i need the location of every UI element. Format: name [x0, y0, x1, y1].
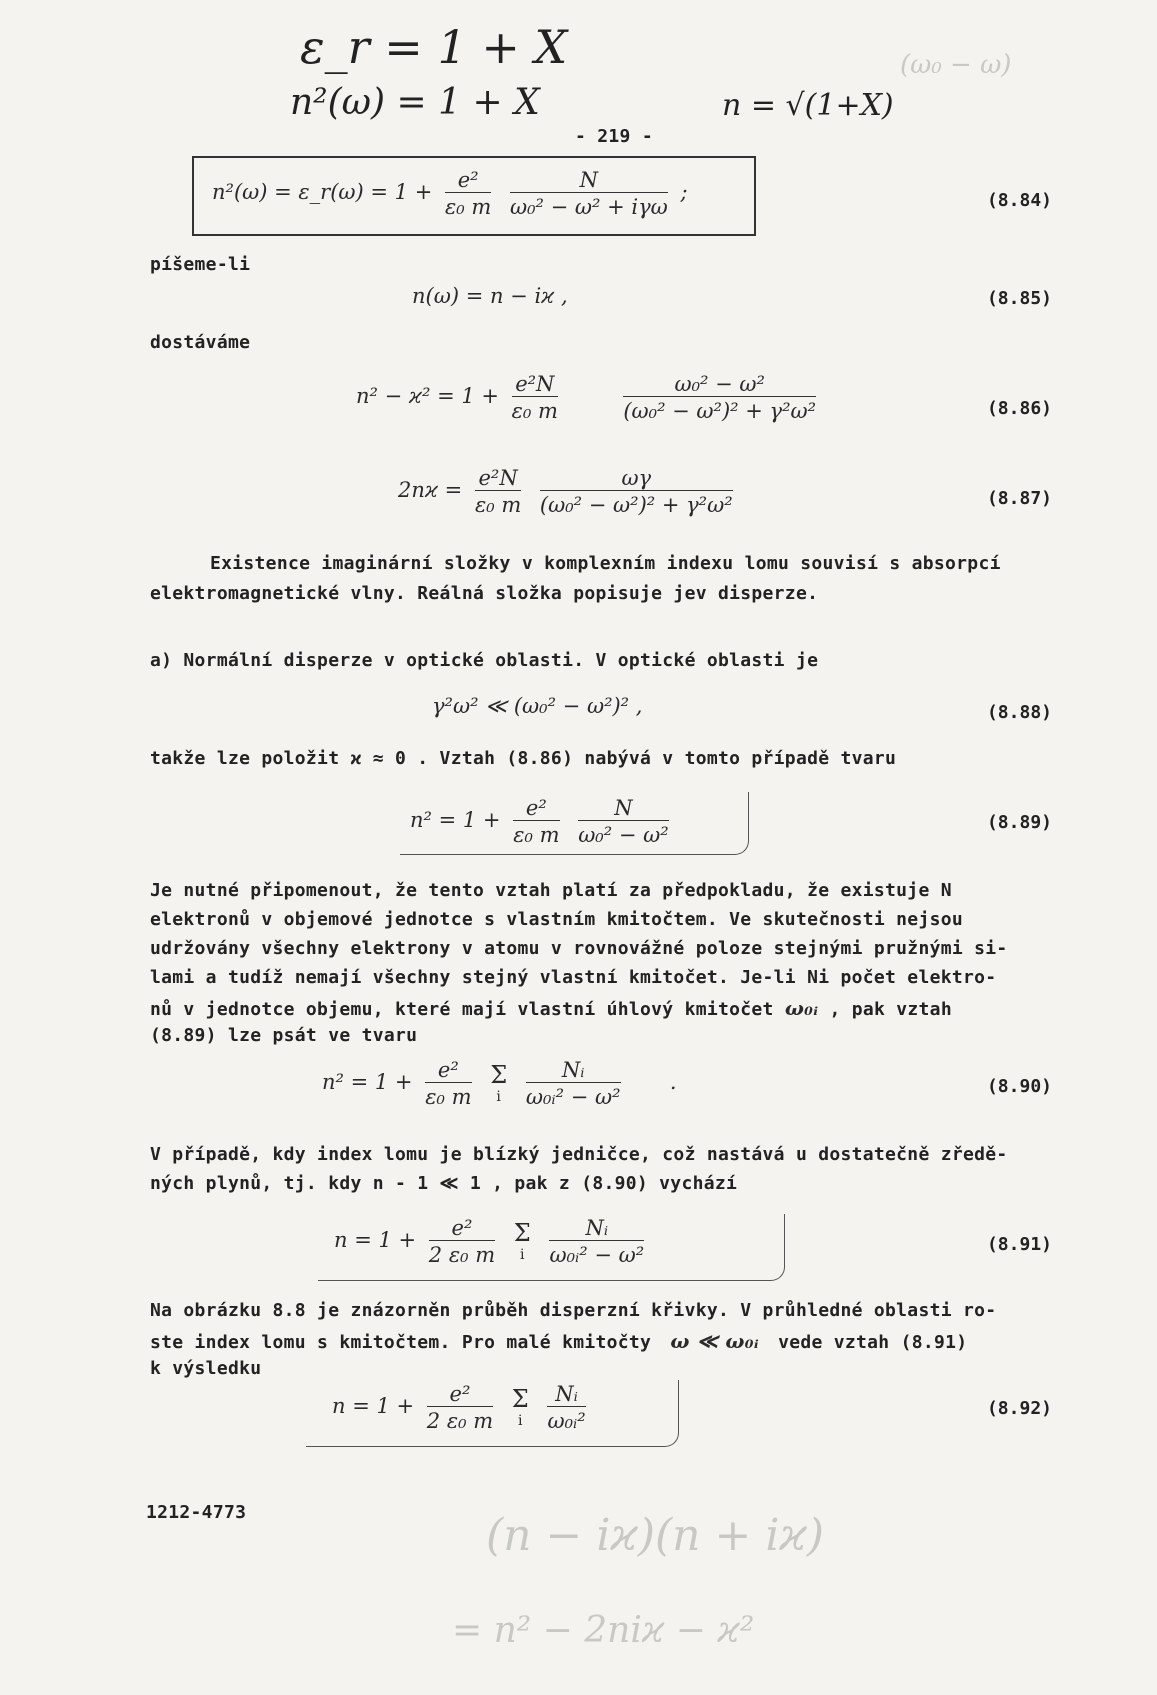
equation-8-88: γ²ω² ≪ (ω₀² − ω²)² , — [432, 694, 643, 718]
paragraph-je-nutne-line-4: lami a tudíž nemají všechny stejný vlastní kmitočet. Je-li Ni počet elektro- — [150, 967, 997, 988]
paragraph-v-pripade-line-2: ných plynů, tj. kdy n - 1 ≪ 1 , pak z (8.90) vychází — [150, 1173, 738, 1194]
paragraph-na-obrazku-line-2: ste index lomu s kmitočtem. Pro malé kmitočty ω ≪ ω₀ᵢ vede vztah (8.91) — [150, 1329, 968, 1353]
equation-number-8-87: (8.87) — [986, 488, 1052, 509]
paragraph-je-nutne-line-5: nů v jednotce objemu, které mají vlastní úhlový kmitočet ω₀ᵢ , pak vztah — [150, 996, 952, 1020]
equation-8-92: n = 1 + $\frac{\text{e²}}{\text{2 ε₀ m}}$ Σ i $\frac{\text{Nᵢ}}{\text{ω₀ᵢ²}}$ — [332, 1382, 586, 1434]
document-code: 1212-4773 — [146, 1502, 247, 1523]
page-number: - 219 - — [575, 126, 653, 147]
equation-8-89: n² = 1 + $\frac{\text{e²}}{\text{ε₀ m}}$ $\frac{N}{\text{ω₀² − ω²}}$ — [410, 796, 669, 848]
handwritten-note-line1: ε_r = 1 + X — [300, 20, 568, 74]
equation-number-8-84: (8.84) — [986, 190, 1052, 211]
equation-number-8-92: (8.92) — [986, 1398, 1052, 1419]
equation-number-8-88: (8.88) — [986, 702, 1052, 723]
equation-number-8-85: (8.85) — [986, 288, 1052, 309]
paragraph-existence-line-1: Existence imaginární složky v komplexním indexu lomu souvisí s absorpcí — [210, 553, 1001, 574]
equation-number-8-91: (8.91) — [986, 1234, 1052, 1255]
equation-8-86: n² − ϰ² = 1 + $\frac{\text{e²N}}{\text{ε₀ m}}$ $\frac{\text{ω₀² − ω²}}{\text{(ω₀² − ω²)² + γ²ω²}}$ — [356, 372, 817, 424]
paragraph-je-nutne-line-1: Je nutné připomenout, že tento vztah platí za předpokladu, že existuje N — [150, 880, 952, 901]
paragraph-je-nutne-line-2: elektronů v objemové jednotce s vlastním kmitočtem. Ve skutečnosti nejsou — [150, 909, 963, 930]
handwritten-footer-note-1: (n − iϰ)(n + iϰ) — [486, 1510, 825, 1561]
section-a-heading: a) Normální disperze v optické oblasti. V optické oblasti je — [150, 650, 819, 671]
paragraph-v-pripade-line-1: V případě, kdy index lomu je blízký jedničce, což nastává u dostatečně zředě- — [150, 1144, 1008, 1165]
equation-8-90: n² = 1 + $\frac{\text{e²}}{\text{ε₀ m}}$ Σ i $\frac{\text{Nᵢ}}{\text{ω₀ᵢ² − ω²}}$ . — [322, 1058, 677, 1110]
equation-8-87: 2nϰ = $\frac{\text{e²N}}{\text{ε₀ m}}$ $\frac{\omega\gamma}{\text{(ω₀² − ω²)² + γ²ω²}}$ — [398, 466, 733, 518]
handwritten-note-line2: n²(ω) = 1 + X — [290, 82, 540, 123]
equation-number-8-89: (8.89) — [986, 812, 1052, 833]
paragraph-je-nutne-line-6: (8.89) lze psát ve tvaru — [150, 1025, 418, 1046]
handwritten-note-root: n = √(1+X) — [722, 88, 894, 123]
equation-8-84: n²(ω) = ε_r(ω) = 1 + $\frac{\text{e²}}{\text{ε₀ m}}$ $\frac{N}{\text{ω₀² − ω² + iγω}}$ ; — [212, 168, 688, 220]
handwritten-corner-note: (ω₀ − ω) — [900, 50, 1012, 80]
equation-number-8-86: (8.86) — [986, 398, 1052, 419]
text-piseme-li: píšeme-li — [150, 254, 251, 275]
handwritten-footer-note-2: = n² − 2niϰ − ϰ² — [452, 1610, 755, 1651]
paragraph-je-nutne-line-3: udržovány všechny elektrony v atomu v rovnovážné poloze stejnými pružnými si- — [150, 938, 1008, 959]
equation-number-8-90: (8.90) — [986, 1076, 1052, 1097]
equation-8-85: n(ω) = n − iϰ , — [412, 284, 568, 308]
equation-8-91: n = 1 + $\frac{\text{e²}}{\text{2 ε₀ m}}$ Σ i $\frac{\text{Nᵢ}}{\text{ω₀ᵢ² − ω²}}$ — [334, 1216, 645, 1268]
paragraph-existence-line-2: elektromagnetické vlny. Reálná složka popisuje jev disperze. — [150, 583, 819, 604]
text-dostavame: dostáváme — [150, 332, 251, 353]
text-takze: takže lze položit ϰ ≈ 0 . Vztah (8.86) nabývá v tomto případě tvaru — [150, 748, 897, 769]
paragraph-na-obrazku-line-3: k výsledku — [150, 1358, 262, 1379]
paragraph-na-obrazku-line-1: Na obrázku 8.8 je znázorněn průběh disperzní křivky. V průhledné oblasti ro- — [150, 1300, 997, 1321]
